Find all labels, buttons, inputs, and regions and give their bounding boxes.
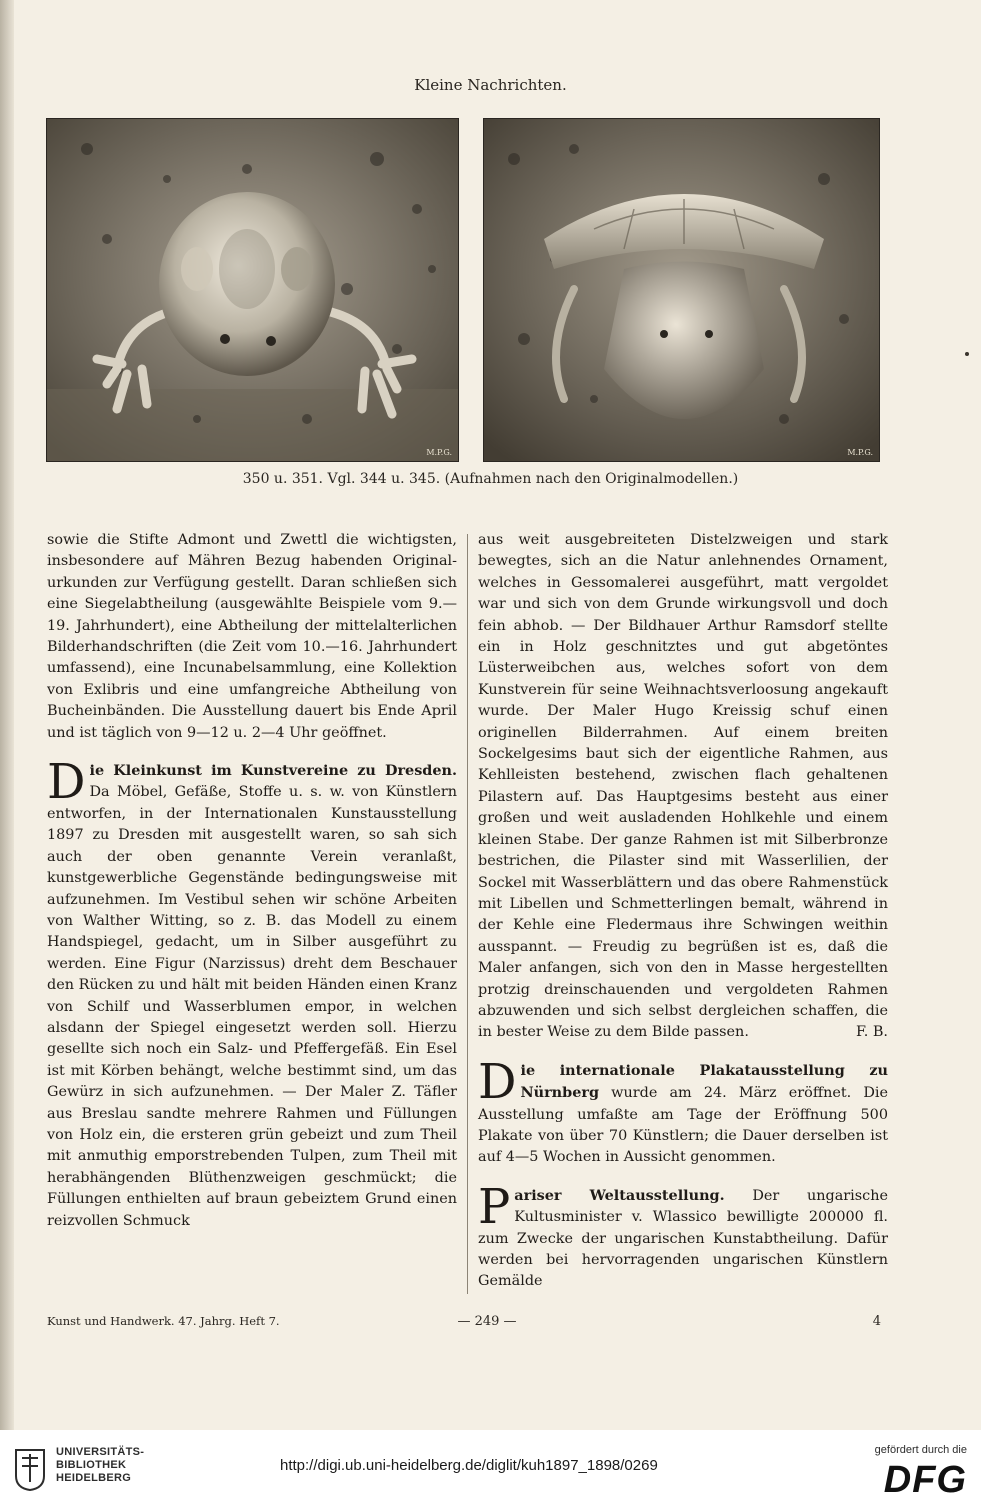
drop-cap: D bbox=[47, 754, 86, 811]
author-signature: F. B. bbox=[855, 1024, 888, 1041]
photo-frog-relief bbox=[46, 118, 459, 462]
left-column bbox=[47, 530, 457, 1232]
section-heading: ariser Weltausstellung. bbox=[514, 1186, 725, 1204]
photo-mark: M.P.G. bbox=[426, 448, 452, 457]
figure-caption: 350 u. 351. Vgl. 344 u. 345. (Aufnahmen nach den Originalmodellen.) bbox=[242, 471, 739, 487]
page-number: — 249 — bbox=[457, 1314, 517, 1329]
page-edge-shadow bbox=[0, 0, 14, 1430]
drop-cap: D bbox=[478, 1053, 517, 1110]
right-column bbox=[478, 530, 888, 1293]
running-head: Kleine Nachrichten. bbox=[414, 76, 567, 94]
uni-line-1: UNIVERSITÄTS- bbox=[56, 1446, 145, 1458]
section-heading: ie internationale Plakatausstellung zu Nürnberg bbox=[520, 1061, 888, 1102]
uni-line-2: BIBLIOTHEK bbox=[56, 1459, 127, 1471]
dfg-logo: DFG bbox=[883, 1459, 967, 1501]
paragraph-exhibition-continued: sowie die Stifte Admont und Zwettl die wichtigsten, insbesondere auf Mähren Bezug habenden Original-urkunden zur Verfügung gestellt. Daran schließen sich eine Siegelabtheilung (ausgewählte Beispiele vom 9.—19. Jahrhundert), eine Abtheilung der mittelalterlichen Bilderhandschriften (die Zeit vom 10.—16. Jahrhundert umfassend), eine Incunabelsammlung, eine Kollektion von Exlibris und eine umfangreiche Abtheilung von Bucheinbänden. Die Ausstellung dauert bis Ende April und ist täglich von 9—12 u. 2—4 Uhr geöffnet. bbox=[47, 532, 457, 741]
paragraph-text: aus weit ausgebreiteten Distelzweigen und stark bewegtes, sich an die Natur anlehnendes Ornament, welches in Gessomalerei ausgeführt, matt vergoldet war und sich von dem Grunde wirkungsvoll und doch fein abhob. — Der Bildhauer Arthur Ramsdorf stellte ein in Holz geschnitztes und gut abgetöntes Lüsterweibchen aus, welches sofort von dem Kunstverein für seine Weihnachtsverloosung angekauft wurde. Der Maler Hugo Kreissig schuf einen originellen Bilderrahmen. Auf einem breiten Sockelgesims baut sich der eigentliche Rahmen, aus Kehlleisten bestehend, zwischen flach gehaltenen Pilastern auf. Das Hauptgesims besteht aus einer großen und weit ausladenden Hohlkehle und einem kleinen Stabe. Der ganze Rahmen ist mit Silberbronze bestrichen, die Pilaster sind mit Wasserlilien, der Sockel mit Wasserblättern und das obere Rahmenstück mit Libellen und Schmetterlingen bemalt, während in der Kehle eine Fledermaus ihre Schwingen weithin ausspannt. — Freudig zu begrüßen ist es, daß die Maler anfangen, sich von den in Masse hergestellten protzig dreinschauenden und vergoldeten Rahmen abzuwenden und sich selbst dergleichen schaffen, die in bester Weise zu dem Bilde passen. bbox=[478, 532, 888, 1041]
section-pariser-weltausstellung bbox=[478, 1178, 888, 1293]
turtle-relief-image bbox=[484, 119, 879, 461]
journal-reference: Kunst und Handwerk. 47. Jahrg. Heft 7. bbox=[47, 1314, 280, 1328]
university-seal-icon bbox=[12, 1446, 48, 1492]
photo-mark: M.P.G. bbox=[847, 448, 873, 457]
column-divider bbox=[467, 534, 468, 1294]
permalink-url[interactable]: http://digi.ub.uni-heidelberg.de/diglit/kuh1897_1898/0269 bbox=[280, 1457, 658, 1474]
section-kleinkunst-dresden bbox=[47, 754, 457, 1232]
section-heading: ie Kleinkunst im Kunstvereine zu Dresden. bbox=[89, 762, 457, 780]
university-library-name bbox=[56, 1446, 144, 1485]
section-plakatausstellung-nuernberg bbox=[478, 1053, 888, 1169]
photo-turtle-relief bbox=[483, 118, 880, 462]
section-body: Da Möbel, Gefäße, Stoffe u. s. w. von Künstlern entworfen, in der Internationalen Kunstausstellung 1897 zu Dresden mit ausgestellt waren, so sah sich auch der oben genannte Verein veranlaßt, kunstgewerbliche Gegenstände bedingungsweise mit aufzunehmen. Im Vestibul sehen wir schöne Arbeiten von Walther Witting, so z. B. das Modell zu einem Handspiegel, gedacht, um in Silber ausgeführt zu werden. Eine Figur (Narzissus) dreht dem Beschauer den Rücken zu und hält mit beiden Händen einen Kranz von Schilf und Wasserblumen empor, in welchen alsdann der Spiegel eingesetzt werden soll. Hierzu gesellte sich noch ein Salz- und Pfeffergefäß. Ein Esel ist mit Körben behängt, welche bestimmt sind, um das Gewürz in sich aufzunehmen. — Der Maler Z. Täfler aus Breslau sandte mehrere Rahmen und Füllungen von Holz ein, die ersteren grün gebeizt und zum Theil mit anmuthig emporstrebenden Tulpen, zum Theil mit herabhängenden Blüthenzweigen geschmückt; die Füllungen enthielten auf braun gebeiztem Grund einen reizvollen Schmuck bbox=[47, 784, 457, 1229]
uni-line-3: HEIDELBERG bbox=[56, 1472, 132, 1484]
margin-mark bbox=[965, 352, 969, 356]
frog-relief-image bbox=[47, 119, 458, 461]
section-body: wurde am 24. März eröffnet. Die Ausstellung umfaßte am Tage der Eröffnung 500 Plakate von über 70 Künstlern; die Dauer derselben ist auf 4—5 Wochen in Aussicht genommen. bbox=[478, 1085, 888, 1166]
section-body: Der ungarische Kultusminister v. Wlassico bewilligte 200000 fl. zum Zwecke der ungarischen Kunstabtheilung. Dafür werden bei hervorragenden ungarischen Künstlern Gemälde bbox=[478, 1187, 888, 1290]
signature-mark: 4 bbox=[872, 1314, 881, 1329]
paragraph-kleinkunst-continued bbox=[478, 530, 888, 1044]
page-footer bbox=[47, 1314, 881, 1332]
funding-note: gefördert durch die bbox=[874, 1444, 967, 1456]
drop-cap: P bbox=[478, 1178, 511, 1235]
